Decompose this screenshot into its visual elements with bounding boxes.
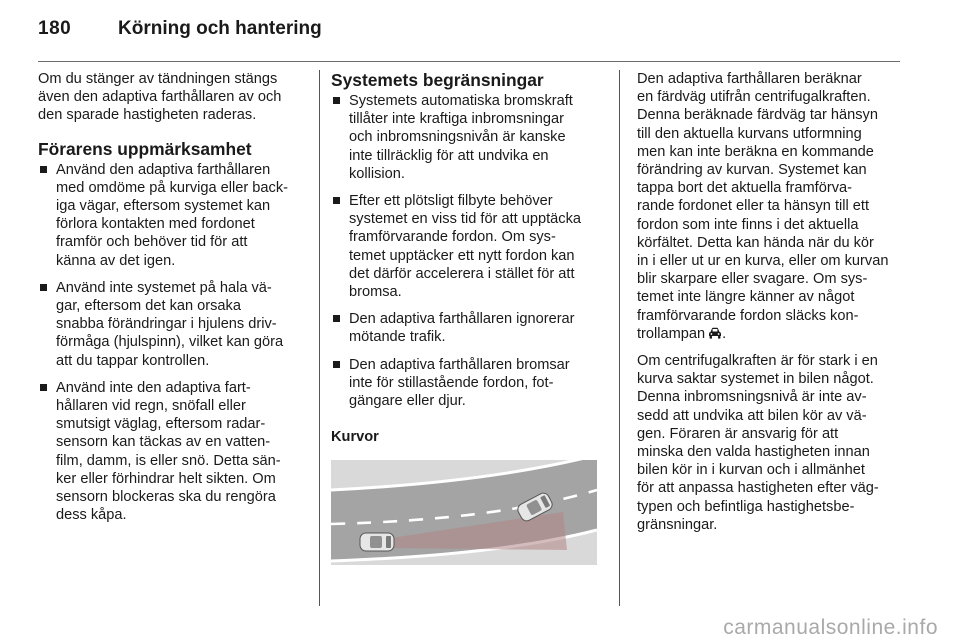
list-item: [38, 279, 306, 370]
text-line: Efter ett plötsligt filbyte behöver: [349, 193, 553, 210]
text-line: Om centrifugalkraften är för stark i en: [637, 353, 878, 370]
text-line: film, damm, is eller snö. Detta sän-: [56, 452, 281, 469]
text-line: smutsigt väglag, eftersom radar-: [56, 416, 266, 433]
text-line: framför och behöver tid för att: [56, 234, 248, 251]
text-line: snabba förändringar i hjulens driv-: [56, 316, 277, 333]
text-line: dess kåpa.: [56, 507, 127, 524]
bullet-square-icon: [40, 284, 47, 291]
text-line: förlora kontakten med fordonet: [56, 216, 255, 233]
bullet-square-icon: [333, 361, 340, 368]
text-line: sedd att undvika att bilen kör av vä-: [637, 407, 867, 424]
bullet-list: [331, 92, 603, 410]
text-line: blir skarpare eller svagare. Om sys-: [637, 271, 868, 288]
watermark: carmanualsonline.info: [723, 616, 938, 639]
text-line: framförvarande fordon. Om sys-: [349, 229, 556, 246]
text-line: förändring av kurvan. Systemet kan: [637, 162, 867, 179]
vehicle-ahead-icon: [708, 327, 722, 339]
column-2: [331, 70, 603, 565]
text-line: bromsa.: [349, 284, 402, 301]
text-line: tappa bort det aktuella framförva-: [637, 180, 852, 197]
text-line: Använd den adaptiva farthållaren: [56, 161, 271, 178]
bullet-square-icon: [40, 384, 47, 391]
bullet-square-icon: [333, 197, 340, 204]
text-line-with-icon: [637, 325, 905, 343]
text-line: typen och befintliga hastighetsbe-: [637, 498, 855, 515]
subheading-curves: Kurvor: [331, 429, 379, 446]
text-fragment: trollampan: [637, 325, 706, 342]
text-fragment: .: [722, 325, 727, 342]
page-number: 180: [38, 18, 72, 39]
list-item: [331, 92, 603, 183]
text-line: Systemets automatiska bromskraft: [349, 93, 573, 109]
text-line: för att anpassa hastigheten efter väg-: [637, 480, 879, 497]
text-line: framförvarande fordon släcks kon-: [637, 307, 859, 324]
text-line: Den adaptiva farthållaren ignorerar: [349, 311, 575, 328]
curve-illustration: [331, 460, 597, 565]
text-line: tillåter inte kraftiga inbromsningar: [349, 111, 564, 128]
column-3: [637, 70, 905, 543]
chapter-title: Körning och hantering: [118, 18, 322, 39]
text-line: rande fordonet eller ta hänsyn till ett: [637, 198, 870, 215]
bullet-square-icon: [40, 166, 47, 173]
text-line: Denna inbromsningsnivå är inte av-: [637, 389, 867, 406]
column-divider-2: [619, 70, 620, 606]
text-line: hållaren vid regn, snöfall eller: [56, 398, 246, 415]
text-line: Om du stänger av tändningen stängs: [38, 71, 278, 87]
text-line: Använd inte systemet på hala vä-: [56, 279, 272, 296]
text-line: gängare eller djur.: [349, 393, 466, 410]
list-item: [331, 192, 603, 301]
text-line: kollision.: [349, 165, 405, 182]
list-item: [331, 310, 603, 346]
column-1: [38, 70, 306, 533]
bullet-list: [38, 161, 306, 525]
text-line: känna av det igen.: [56, 252, 176, 269]
header-rule: [38, 61, 900, 62]
text-line: inte tillräcklig för att undvika en: [349, 147, 549, 164]
text-line: systemet en viss tid för att upptäcka: [349, 211, 581, 228]
text-line: och inbromsningsnivån är kanske: [349, 129, 566, 146]
text-line: gar, eftersom det kan orsaka: [56, 298, 241, 315]
text-line: iga vägar, eftersom systemet kan: [56, 198, 271, 215]
text-line: den sparade hastigheten raderas.: [38, 107, 257, 124]
text-line: körfältet. Detta kan hända när du kör: [637, 234, 874, 251]
text-line: in i eller ut ur en kurva, eller om kurvan: [637, 253, 889, 270]
text-line: gränsningar.: [637, 516, 718, 533]
text-line: förmåga (hjulspinn), vilket kan göra: [56, 334, 284, 351]
text-line: med omdöme på kurviga eller back-: [56, 179, 288, 196]
text-line: fordon som inte finns i det aktuella: [637, 216, 859, 233]
text-line: temet inte längre känner av något: [637, 289, 855, 306]
paragraph-path-calculation: [637, 70, 905, 343]
section-heading-driver-attention: Förarens uppmärksamhet: [38, 138, 252, 159]
text-line: Den adaptiva farthållaren beräknar: [637, 71, 862, 87]
text-line: gen. Föraren är ansvarig för att: [637, 425, 839, 442]
text-line: sensorn kan täckas av en vatten-: [56, 434, 271, 451]
list-item: [38, 379, 306, 525]
text-line: temet upptäcker ett nytt fordon kan: [349, 247, 575, 264]
bullet-square-icon: [333, 97, 340, 104]
text-line: även den adaptiva farthållaren av och: [38, 89, 282, 106]
bullet-square-icon: [333, 315, 340, 322]
text-line: det därför accelerera i stället för att: [349, 265, 575, 282]
text-line: ker eller förhindrar helt sikten. Om: [56, 470, 276, 487]
list-item: [331, 356, 603, 411]
text-line: en färdväg utifrån centrifugalkraften.: [637, 89, 871, 106]
text-line: Denna beräknade färdväg tar hänsyn: [637, 107, 878, 124]
list-item: [38, 161, 306, 270]
text-line: men kan inte beräkna en kommande: [637, 143, 874, 160]
intro-paragraph: [38, 70, 306, 125]
text-line: kurva saktar systemet in bilen något.: [637, 371, 874, 388]
text-line: mötande trafik.: [349, 329, 446, 346]
text-line: minska den valda hastigheten innan: [637, 444, 870, 461]
text-line: att du tappar kontrollen.: [56, 352, 210, 369]
text-line: inte för stillastående fordon, fot-: [349, 374, 554, 391]
curve-road-drawing: [331, 460, 597, 565]
paragraph-centrifugal-force: [637, 352, 905, 534]
text-line: Använd inte den adaptiva fart-: [56, 379, 251, 396]
text-line: Den adaptiva farthållaren bromsar: [349, 356, 570, 373]
text-line: till den aktuella kurvans utformning: [637, 125, 862, 142]
section-heading-system-limits: Systemets begränsningar: [331, 70, 544, 90]
text-line: sensorn blockeras ska du rengöra: [56, 489, 276, 506]
text-line: bilen kör in i kurvan och i allmänhet: [637, 462, 865, 479]
column-divider-1: [319, 70, 320, 606]
